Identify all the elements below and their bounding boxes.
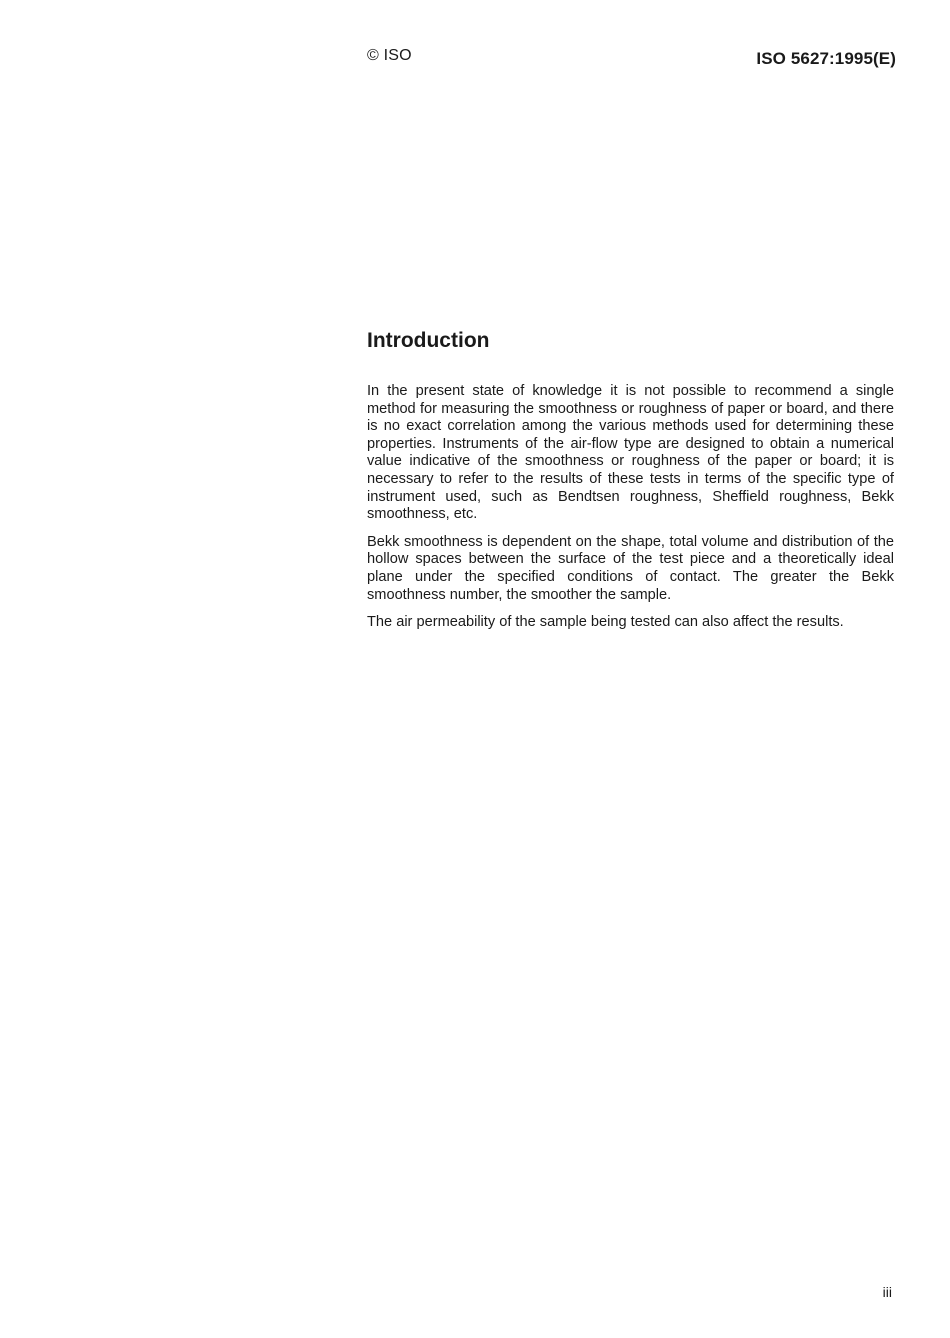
- page-number: iii: [882, 1284, 892, 1300]
- paragraph-2: Bekk smoothness is dependent on the shape, total volume and distribution of the hollow spaces between the surface of the test piece and a theoretically ideal plane under the specified conditions of contact. The greater the Bekk smoothness number, the smoother the sample.: [367, 533, 894, 603]
- section-title: Introduction: [367, 329, 490, 352]
- standard-identifier: ISO 5627:1995(E): [756, 49, 896, 68]
- paragraph-1: In the present state of knowledge it is not possible to recommend a single method for measuring the smoothness or roughness of paper or board, and there is no exact correlation among the various methods used for determining these properties. Instruments of the air-flow type are designed to obtain a numerical value indicative of the smoothness or roughness of the paper or board; it is necessary to refer to the results of these tests in terms of the specific type of instrument used, such as Bendtsen roughness, Sheffield roughness, Bekk smoothness, etc.: [367, 383, 894, 523]
- copyright-label: © ISO: [367, 47, 412, 64]
- introduction-section: [367, 326, 894, 642]
- paragraph-3: The air permeability of the sample being tested can also affect the results.: [367, 614, 844, 631]
